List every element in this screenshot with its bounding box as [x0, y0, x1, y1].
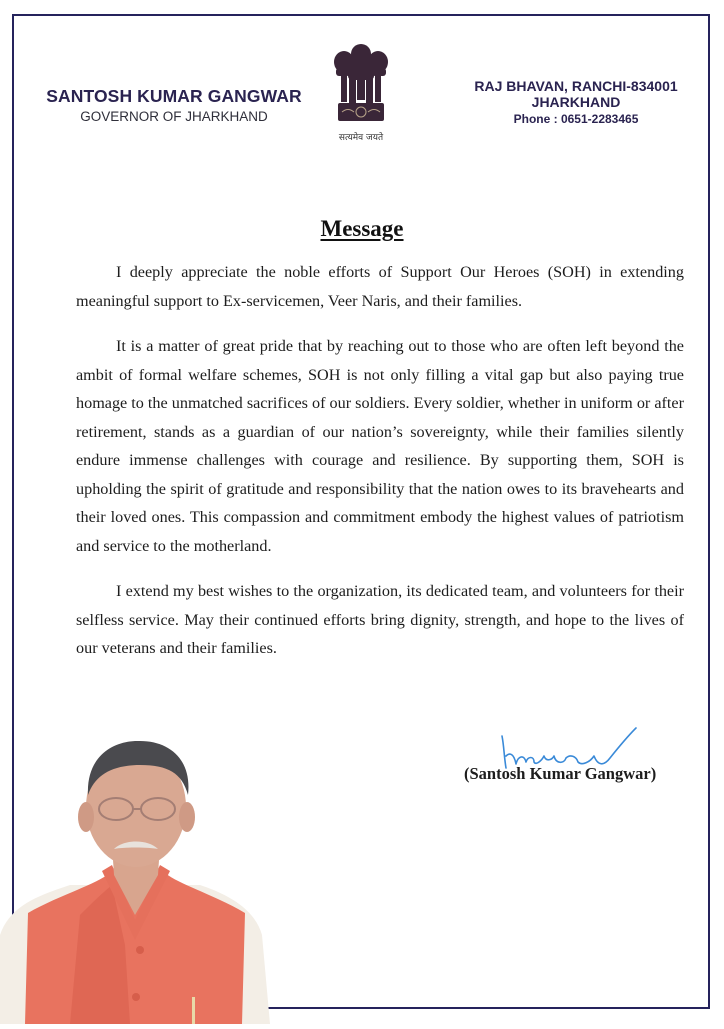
letterhead-address: [470, 78, 682, 126]
letterhead-sender: [0, 86, 348, 124]
paragraph-2: It is a matter of great pride that by reaching out to those who are often left beyond the ambit of formal welfare schemes, SOH is not only filling a vital gap but also paying true homage to the unmatched sacrifices of our soldiers. Every soldier, whether in uniform or after retirement, stands as a guardian of our nation’s sovereignty, while their families silently endure immense challenges with courage and resilience. By supporting them, SOH is upholding the spirit of gratitude and responsibility that the nation owes to its bravehearts and their loved ones. This compassion and commitment embody the highest values of patriotism and service to the motherland.: [76, 337, 684, 555]
phone-number: Phone : 0651-2283465: [513, 112, 639, 126]
signatory-name: (Santosh Kumar Gangwar): [464, 764, 657, 783]
sender-name: SANTOSH KUMAR GANGWAR: [46, 86, 302, 106]
national-emblem-icon: [326, 40, 396, 132]
document-title: Message: [320, 216, 404, 241]
sender-title: GOVERNOR OF JHARKHAND: [80, 109, 268, 124]
governor-portrait: [0, 735, 270, 1024]
paragraph-3: I extend my best wishes to the organization, its dedicated team, and volunteers for their selfless service. May their continued efforts bring dignity, strength, and hope to the lives of our veterans and their families.: [76, 582, 684, 657]
national-emblem: [326, 40, 396, 146]
emblem-motto: सत्यमेव जयते: [338, 133, 384, 143]
paragraph-1: I deeply appreciate the noble efforts of Support Our Heroes (SOH) in extending meaningful support to Ex-servicemen, Veer Naris, and their families.: [76, 263, 684, 310]
message-body: [76, 258, 684, 680]
address-line-1: RAJ BHAVAN, RANCHI-834001: [474, 78, 678, 94]
person-photo-icon: [0, 735, 270, 1024]
address-line-2: JHARKHAND: [531, 94, 621, 110]
